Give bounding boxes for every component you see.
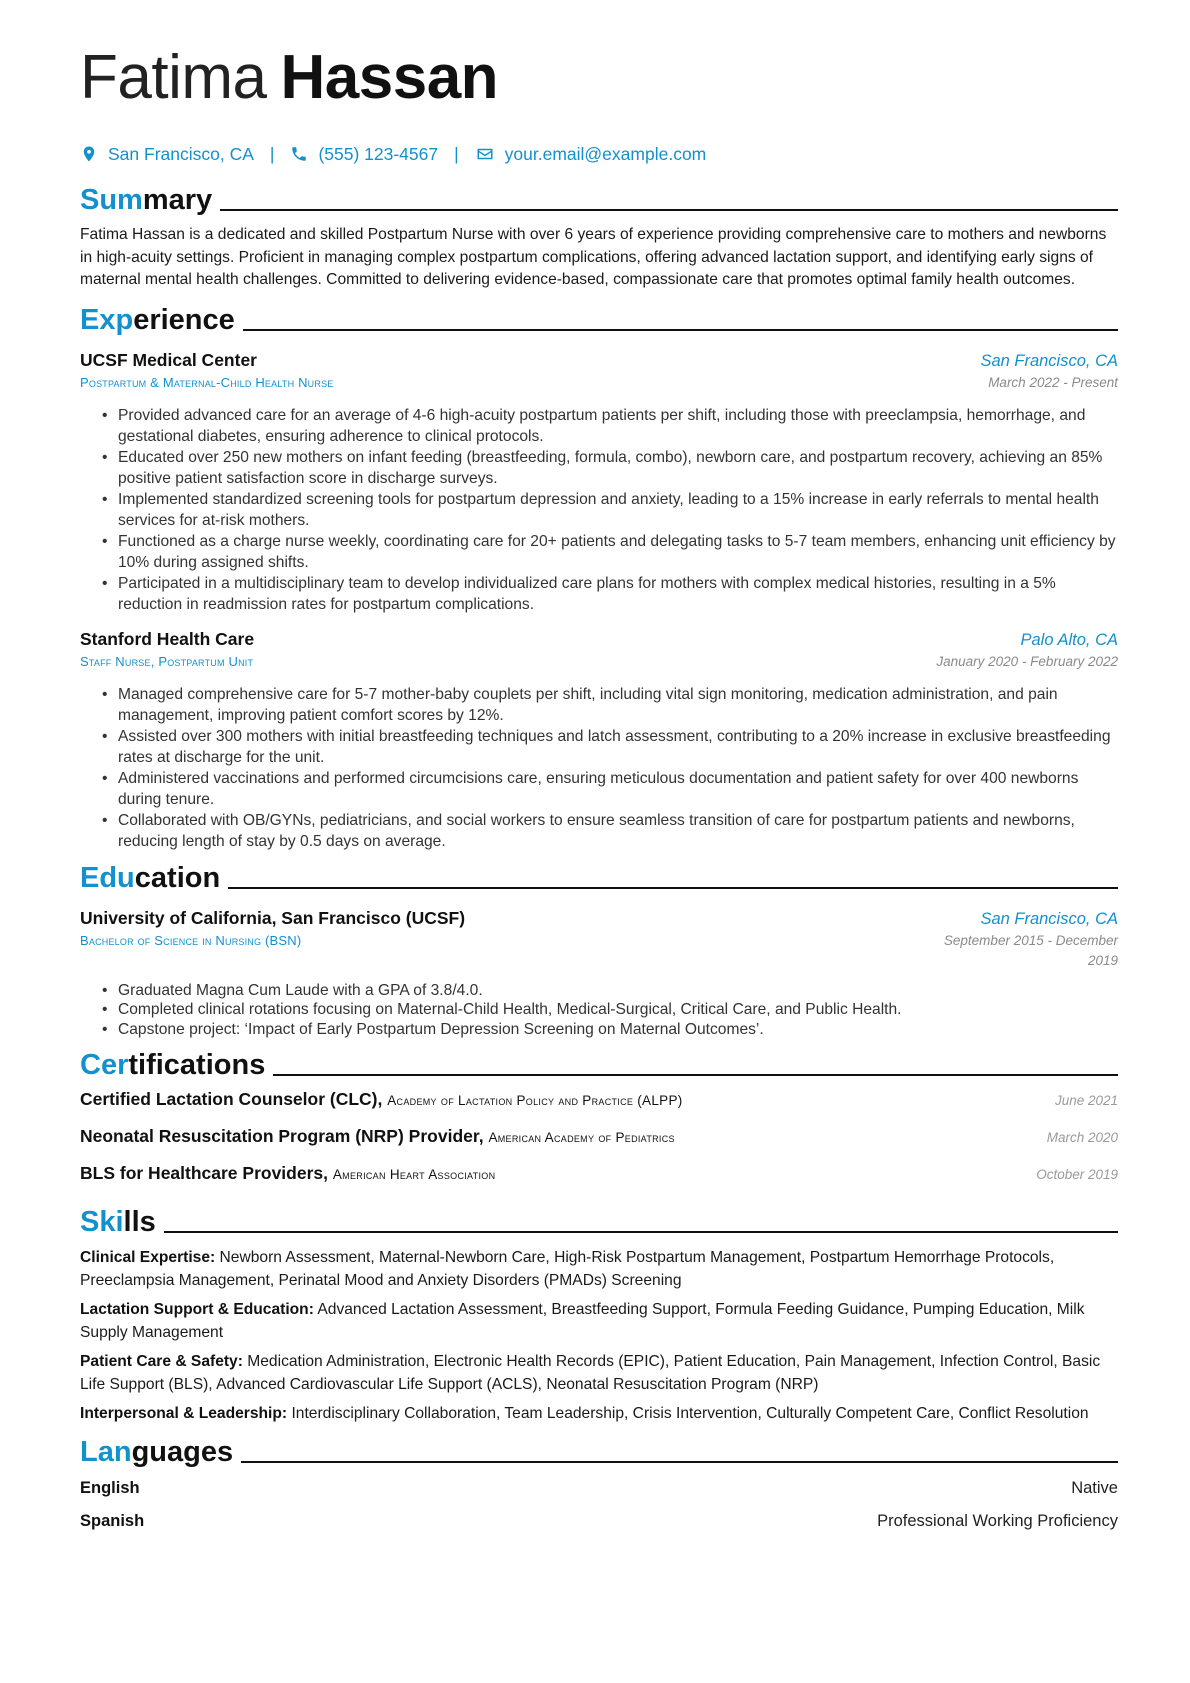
- section-title: Skills: [80, 1206, 156, 1238]
- job-bullets: [80, 405, 1118, 615]
- bullet-item: • Administered vaccinations and performed circumcisions care, ensuring meticulous documentation and patient safety for over 400 newborns during tenure.: [102, 768, 1118, 810]
- skills-list: [80, 1247, 1118, 1426]
- candidate-name: [80, 38, 1118, 118]
- certification-item: Certified Lactation Counselor (CLC), Academy of Lactation Policy and Practice (ALPP) June 2021: [80, 1089, 1118, 1109]
- certification-issuer: American Academy of Pediatrics: [488, 1130, 675, 1145]
- certification-issuer: American Heart Association: [332, 1167, 496, 1182]
- education-entry: [80, 906, 1118, 1040]
- section-rule: [220, 209, 1118, 211]
- skill-text: Interdisciplinary Collaboration, Team Leadership, Crisis Intervention, Culturally Competent Care, Conflict Resolution: [291, 1405, 1089, 1422]
- skill-category: Lactation Support & Education:: [80, 1301, 314, 1318]
- map-pin-icon: [80, 145, 98, 163]
- summary-heading: [80, 178, 1118, 218]
- certifications-heading: [80, 1043, 1118, 1083]
- certification-list: [80, 1089, 1118, 1200]
- language-item: [80, 1505, 1118, 1538]
- languages-list: [80, 1472, 1118, 1538]
- section-title: Summary: [80, 184, 213, 216]
- language-name: English: [80, 1479, 140, 1497]
- section-rule: [228, 887, 1118, 889]
- bullet-item: • Assisted over 300 mothers with initial breastfeeding techniques and latch assessment, contributing to a 20% increase in exclusive breastfeeding rates at discharge for the unit.: [102, 726, 1118, 768]
- job-title: Postpartum & Maternal-Child Health Nurse: [80, 374, 334, 390]
- skill-text: Medication Administration, Electronic Health Records (EPIC), Patient Education, Pain Management, Infection Control, Basic Life Support (BLS), Advanced Cardiovascular Life Support (ACLS), Neonatal Resuscitation Program (NRP): [80, 1353, 1101, 1393]
- section-rule: [164, 1231, 1118, 1233]
- education-heading: [80, 856, 1118, 896]
- section-rule: [273, 1074, 1118, 1076]
- envelope-icon: [475, 145, 495, 163]
- section-title: Education: [80, 861, 221, 894]
- skill-group: [80, 1351, 1118, 1396]
- employer-name: Stanford Health Care: [80, 628, 255, 649]
- languages-heading: [80, 1430, 1118, 1470]
- contact-phone[interactable]: [290, 144, 438, 165]
- language-item: [80, 1472, 1118, 1505]
- contact-line: [80, 138, 1118, 170]
- language-level: Professional Working Proficiency: [877, 1512, 1118, 1530]
- skill-group: [80, 1299, 1118, 1344]
- job-bullets: [80, 684, 1118, 852]
- section-rule: [241, 1461, 1118, 1463]
- skill-category: Interpersonal & Leadership:: [80, 1405, 288, 1422]
- bullet-item: • Managed comprehensive care for 5-7 mother-baby couplets per shift, including vital sign monitoring, medication administration, and pain management, improving patient comfort scores by 12%.: [102, 684, 1118, 726]
- bullet-item: • Graduated Magna Cum Laude with a GPA of 3.8/4.0.: [102, 981, 1118, 1001]
- language-level: Native: [1071, 1479, 1118, 1497]
- resume-page: [80, 38, 1118, 1538]
- section-title: Certifications: [80, 1049, 266, 1081]
- bullet-item: • Collaborated with OB/GYNs, pediatricians, and social workers to ensure seamless transition of care for postpartum patients and newborns, reducing length of stay by 0.5 days on average.: [102, 810, 1118, 852]
- skill-group: [80, 1247, 1118, 1292]
- job-dates: January 2020 - February 2022: [936, 653, 1118, 669]
- degree-title: Bachelor of Science in Nursing (BSN): [80, 932, 302, 948]
- phone-icon: [290, 145, 308, 163]
- contact-separator: |: [454, 143, 459, 164]
- bullet-item: • Educated over 250 new mothers on infant feeding (breastfeeding, formula, combo), newborn care, and postpartum recovery, achieving an 85% positive patient satisfaction score in discharge surveys.: [102, 447, 1118, 489]
- certification-name: BLS for Healthcare Providers: [80, 1163, 324, 1183]
- phone-text: (555) 123-4567: [318, 143, 439, 164]
- summary-text: Fatima Hassan is a dedicated and skilled Postpartum Nurse with over 6 years of experience providing comprehensive care to mothers and newborns in high-acuity settings. Proficient in managing complex postpartum complications, offering advanced lactation support, and identifying early signs of maternal mental health challenges. Committed to delivering evidence-based, compassionate care that promotes optimal family health outcomes.: [80, 226, 1107, 288]
- job-title: Staff Nurse, Postpartum Unit: [80, 653, 254, 669]
- bullet-item: • Completed clinical rotations focusing on Maternal-Child Health, Medical-Surgical, Critical Care, and Public Health.: [102, 1000, 1118, 1020]
- skill-category: Patient Care & Safety:: [80, 1353, 243, 1370]
- education-bullets: [80, 981, 1118, 1040]
- skill-text: Advanced Lactation Assessment, Breastfeeding Support, Formula Feeding Guidance, Pumping Education, Milk Supply Management: [80, 1301, 1085, 1341]
- certification-item: BLS for Healthcare Providers, American Heart Association October 2019: [80, 1163, 1118, 1183]
- last-name: Hassan: [280, 43, 499, 112]
- school-location: San Francisco, CA: [980, 909, 1118, 928]
- job-dates: March 2022 - Present: [988, 374, 1118, 390]
- language-name: Spanish: [80, 1512, 145, 1530]
- job-entry: [80, 348, 1118, 615]
- section-title: Experience: [80, 303, 235, 336]
- certification-name: Neonatal Resuscitation Program (NRP) Provider: [80, 1126, 479, 1146]
- certification-issuer: Academy of Lactation Policy and Practice (ALPP): [387, 1093, 683, 1108]
- skill-category: Clinical Expertise:: [80, 1249, 216, 1266]
- bullet-item: • Implemented standardized screening tools for postpartum depression and anxiety, leading to a 15% increase in early referrals to mental health services for at-risk mothers.: [102, 489, 1118, 531]
- location-text: San Francisco, CA: [108, 143, 254, 164]
- bullet-item: • Capstone project: ‘Impact of Early Postpartum Depression Screening on Maternal Outcomes’.: [102, 1020, 1118, 1040]
- skill-group: [80, 1403, 1118, 1426]
- bullet-item: • Provided advanced care for an average of 4-6 high-acuity postpartum patients per shift, including those with preeclampsia, hemorrhage, and gestational diabetes, ensuring adherence to clinical protocols.: [102, 405, 1118, 447]
- certification-item: Neonatal Resuscitation Program (NRP) Provider, American Academy of Pediatrics March 2020: [80, 1126, 1118, 1146]
- bullet-item: • Participated in a multidisciplinary team to develop individualized care plans for mothers with complex medical histories, resulting in a 5% reduction in readmission rates for postpartum complications.: [102, 573, 1118, 615]
- job-entry: [80, 627, 1118, 852]
- job-location: San Francisco, CA: [980, 351, 1118, 370]
- skill-text: Newborn Assessment, Maternal-Newborn Care, High-Risk Postpartum Management, Postpartum Hemorrhage Protocols, Preeclampsia Management, Perinatal Mood and Anxiety Disorders (PMADs) Screening: [80, 1249, 1055, 1289]
- certification-date: June 2021: [1054, 1093, 1118, 1108]
- certification-date: March 2020: [1046, 1130, 1118, 1145]
- contact-location: [80, 144, 254, 165]
- contact-email[interactable]: [475, 144, 707, 165]
- email-text: your.email@example.com: [504, 143, 707, 164]
- section-rule: [243, 329, 1118, 331]
- school-name: University of California, San Francisco (UCSF): [80, 907, 466, 928]
- experience-heading: [80, 298, 1118, 338]
- job-location: Palo Alto, CA: [1020, 630, 1118, 649]
- employer-name: UCSF Medical Center: [80, 349, 257, 370]
- certification-date: October 2019: [1036, 1167, 1118, 1182]
- section-title: Languages: [80, 1435, 234, 1468]
- contact-separator: |: [269, 143, 275, 164]
- bullet-item: • Functioned as a charge nurse weekly, coordinating care for 20+ patients and delegating tasks to 5-7 team members, enhancing unit efficiency by 10% during assigned shifts.: [102, 531, 1118, 573]
- first-name: Fatima: [80, 43, 267, 112]
- certification-name: Certified Lactation Counselor (CLC): [80, 1089, 378, 1109]
- education-dates: September 2015 - December 2019: [943, 932, 1118, 968]
- skills-heading: [80, 1200, 1118, 1240]
